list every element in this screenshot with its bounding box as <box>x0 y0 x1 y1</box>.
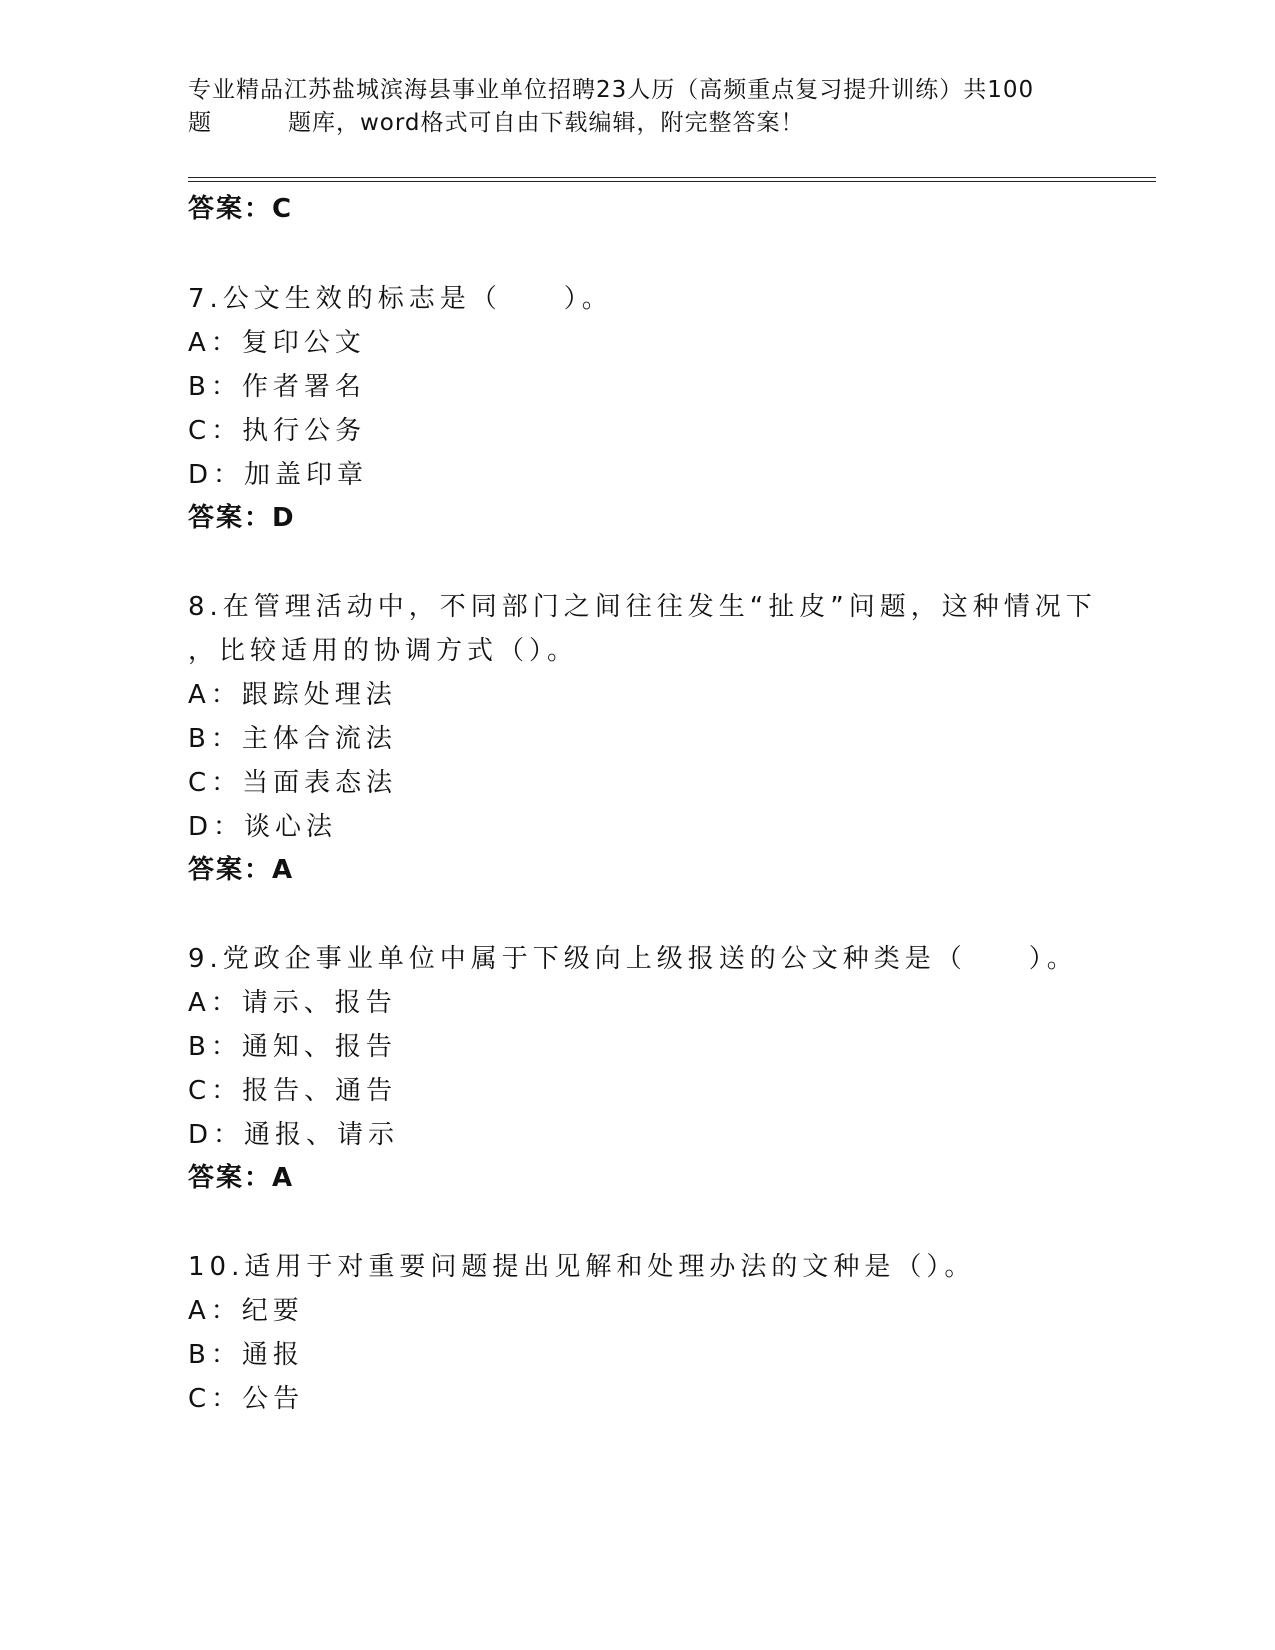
header-divider-top <box>188 177 1156 178</box>
question-7-option-d: D：加盖印章 <box>188 460 369 490</box>
question-10-stem: 10.适用于对重要问题提出见解和处理办法的文种是（）。 <box>188 1252 976 1282</box>
question-9-option-d: D：通报、请示 <box>188 1120 400 1150</box>
question-7-option-c: C：执行公务 <box>188 416 367 446</box>
question-9-stem: 9.党政企事业单位中属于下级向上级报送的公文种类是（ ）。 <box>188 944 1078 974</box>
question-10-option-b: B：通报 <box>188 1340 304 1370</box>
question-7-option-a: A：复印公文 <box>188 328 366 358</box>
answer-q9: 答案：A <box>188 1163 295 1193</box>
question-10-option-a: A：纪要 <box>188 1296 304 1326</box>
header-line-2 <box>188 107 1068 140</box>
question-8-stem-line-2: ，比较适用的协调方式（）。 <box>188 636 579 666</box>
answer-q6: 答案：C <box>188 194 294 224</box>
question-8-option-a: A：跟踪处理法 <box>188 680 397 710</box>
question-10-option-c: C：公告 <box>188 1384 305 1414</box>
question-9-option-a: A：请示、报告 <box>188 988 397 1018</box>
question-9-option-c: C：报告、通告 <box>188 1076 398 1106</box>
header-divider-bottom <box>188 181 1156 182</box>
document-header <box>188 74 1068 140</box>
question-8-option-c: C：当面表态法 <box>188 768 398 798</box>
answer-q8: 答案：A <box>188 855 295 885</box>
header-line-1: 专业精品江苏盐城滨海县事业单位招聘23人历（高频重点复习提升训练）共100 <box>188 77 1035 103</box>
question-7-option-b: B：作者署名 <box>188 372 366 402</box>
header-line-2-end: 题库，word格式可自由下载编辑，附完整答案！ <box>288 110 805 136</box>
question-7-stem: 7.公文生效的标志是（ ）。 <box>188 284 613 314</box>
header-line-2-start: 题 <box>188 110 212 136</box>
answer-q7: 答案：D <box>188 503 296 533</box>
question-9-option-b: B：通知、报告 <box>188 1032 397 1062</box>
question-8-stem-line-1: 8.在管理活动中，不同部门之间往往发生“扯皮”问题，这种情况下 <box>188 592 1097 622</box>
question-8-option-d: D：谈心法 <box>188 812 338 842</box>
question-8-option-b: B：主体合流法 <box>188 724 397 754</box>
